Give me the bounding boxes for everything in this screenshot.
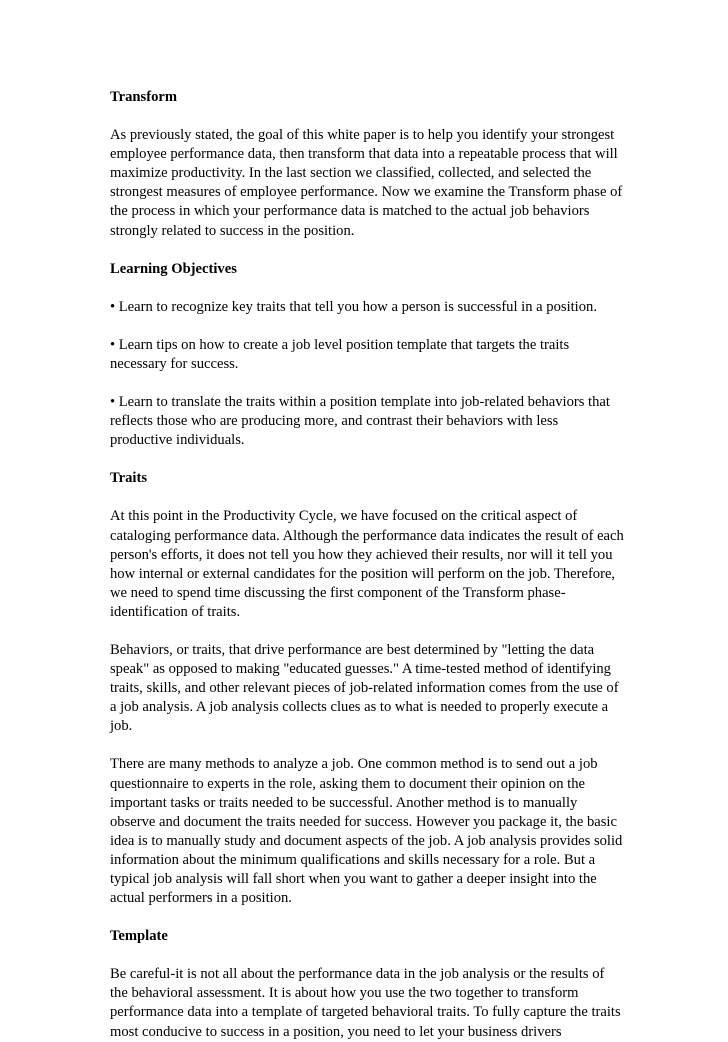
section-heading-traits: Traits — [110, 470, 148, 487]
section-heading-learning-objectives: Learning Objectives — [110, 260, 237, 277]
section-heading-template: Template — [110, 928, 168, 945]
traits-paragraph-2: Behaviors, or traits, that drive performance are best determined by "letting the data speak" as opposed to making "educated guesses." A time-tested method of identifying traits, skills, and other relevant pieces of job-related information comes from the use of a job analysis. A job analysis collects clues as to what is needed to properly execute a job. — [110, 641, 619, 735]
traits-paragraph-3: There are many methods to analyze a job. One common method is to send out a job questionnaire to experts in the role, asking them to document their opinion on the important tasks or traits needed to be successful. Another method is to manually observe and document the traits needed for success. However you package it, the basic idea is to manually study and document aspects of the job. A job analysis provides solid information about the minimum qualifications and skills necessary for a role. But a typical job analysis will fall short when you want to gather a deeper insight into the actual performers in a position. — [110, 756, 623, 907]
objective-item-2: • Learn tips on how to create a job level position template that targets the traits necessary for success. — [110, 336, 570, 372]
section-heading-transform: Transform — [110, 89, 178, 105]
objective-item-3: • Learn to translate the traits within a position template into job-related behaviors that reflects those who are producing more, and contrast their behaviors with less productive individuals. — [110, 394, 610, 449]
document-page — [110, 88, 624, 1042]
traits-paragraph-1: At this point in the Productivity Cycle, we have focused on the critical aspect of cataloging performance data. Although the performance data indicates the result of each person's efforts, it does not tell you how they achieved their results, nor will it tell you how internal or external candidates for the position will perform on the job. Therefore, we need to spend time discussing the first component of the Transform phase-identification of traits. — [110, 508, 624, 620]
transform-paragraph: As previously stated, the goal of this white paper is to help you identify your strongest employee performance data, then transform that data into a repeatable process that will maximize productivity. In the last section we classified, collected, and selected the strongest measures of employee performance. Now we examine the Transform phase of the process in which your performance data is matched to the actual job behaviors strongly related to success in the position. — [110, 127, 623, 239]
template-paragraph: Be careful-it is not all about the performance data in the job analysis or the results of the behavioral assessment. It is about how you use the two together to transform performance data into a template of targeted behavioral traits. To fully capture the traits most conducive to success in a position, you need to let your business drivers — [110, 966, 621, 1040]
objective-item-1: • Learn to recognize key traits that tell you how a person is successful in a position. — [110, 298, 597, 315]
